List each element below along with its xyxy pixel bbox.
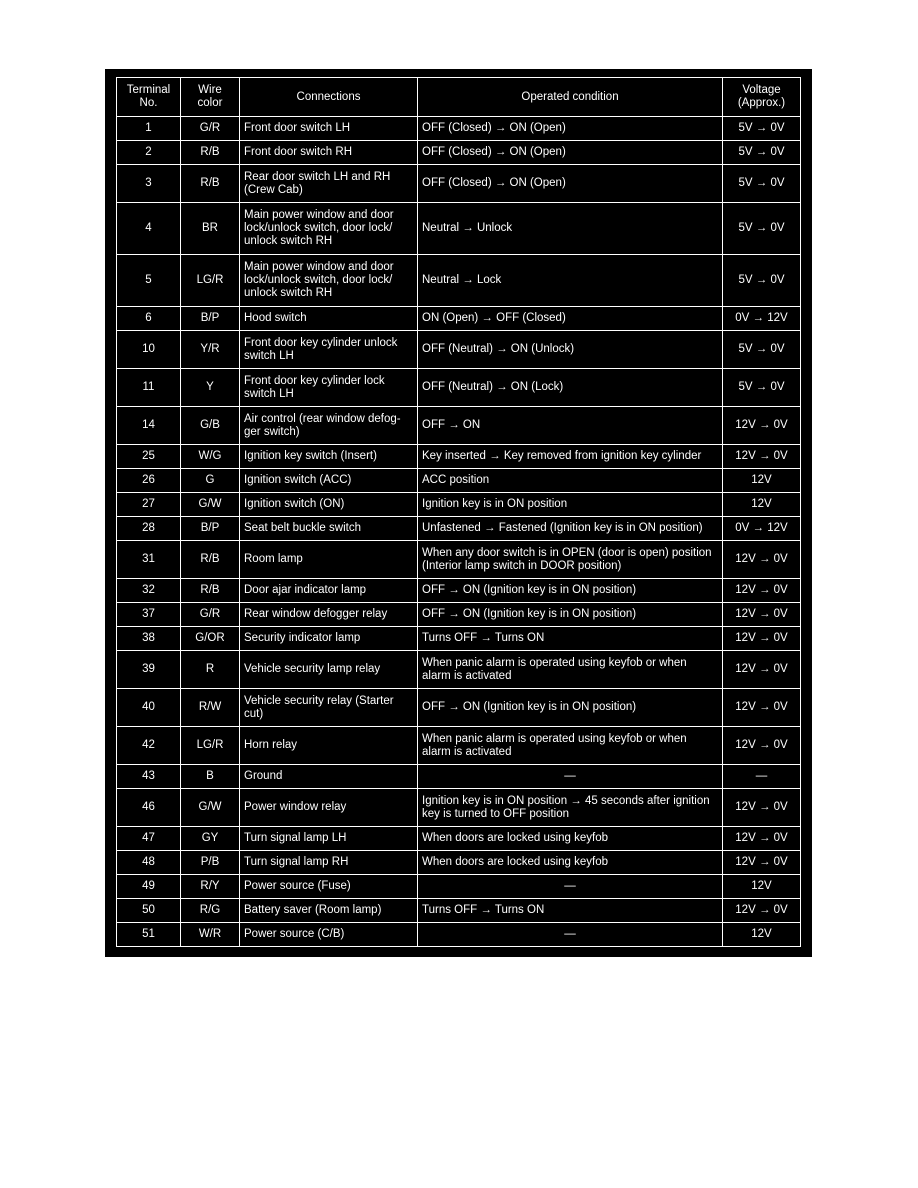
cell-terminal: 38: [117, 627, 181, 651]
cell-condition: OFF (Closed) → ON (Open): [418, 117, 723, 141]
cell-wire-color: G/OR: [181, 627, 240, 651]
cell-voltage: 0V → 12V: [723, 517, 801, 541]
cell-condition: Ignition key is in ON position → 45 seconds after ignition key is turned to OFF position: [418, 789, 723, 827]
cell-voltage: 5V → 0V: [723, 141, 801, 165]
cell-terminal: 31: [117, 541, 181, 579]
cell-wire-color: R/B: [181, 579, 240, 603]
table-row: [117, 827, 801, 851]
table-row: [117, 203, 801, 255]
cell-condition: Turns OFF → Turns ON: [418, 899, 723, 923]
cell-wire-color: R/B: [181, 141, 240, 165]
table-row: [117, 923, 801, 947]
cell-voltage: 12V → 0V: [723, 689, 801, 727]
cell-wire-color: R/W: [181, 689, 240, 727]
cell-wire-color: LG/R: [181, 727, 240, 765]
cell-condition: —: [418, 923, 723, 947]
cell-connections: Power source (Fuse): [240, 875, 418, 899]
header-row: [117, 78, 801, 117]
cell-voltage: 12V → 0V: [723, 407, 801, 445]
table-row: [117, 651, 801, 689]
cell-condition: ON (Open) → OFF (Closed): [418, 307, 723, 331]
cell-connections: Turn signal lamp RH: [240, 851, 418, 875]
header-voltage: [723, 78, 801, 117]
table-row: [117, 117, 801, 141]
cell-wire-color: R: [181, 651, 240, 689]
table-row: [117, 165, 801, 203]
table-row: [117, 469, 801, 493]
table-row: [117, 369, 801, 407]
cell-connections: Power window relay: [240, 789, 418, 827]
cell-condition: Key inserted → Key removed from ignition key cylinder: [418, 445, 723, 469]
cell-connections: Front door switch RH: [240, 141, 418, 165]
cell-terminal: 27: [117, 493, 181, 517]
cell-voltage: —: [723, 765, 801, 789]
cell-condition: Turns OFF → Turns ON: [418, 627, 723, 651]
cell-condition: OFF (Neutral) → ON (Lock): [418, 369, 723, 407]
cell-terminal: 1: [117, 117, 181, 141]
cell-wire-color: P/B: [181, 851, 240, 875]
table-row: [117, 765, 801, 789]
cell-wire-color: GY: [181, 827, 240, 851]
cell-connections: Air control (rear window defog-ger switch): [240, 407, 418, 445]
cell-wire-color: Y/R: [181, 331, 240, 369]
cell-terminal: 46: [117, 789, 181, 827]
cell-connections: Front door switch LH: [240, 117, 418, 141]
table-row: [117, 627, 801, 651]
cell-wire-color: B/P: [181, 517, 240, 541]
cell-condition: When panic alarm is operated using keyfob or when alarm is activated: [418, 727, 723, 765]
cell-connections: Horn relay: [240, 727, 418, 765]
cell-terminal: 47: [117, 827, 181, 851]
cell-connections: Battery saver (Room lamp): [240, 899, 418, 923]
table-row: [117, 141, 801, 165]
cell-connections: Ignition switch (ON): [240, 493, 418, 517]
header-terminal-line1: Terminal: [126, 84, 171, 96]
cell-condition: Neutral → Lock: [418, 255, 723, 307]
cell-voltage: 5V → 0V: [723, 117, 801, 141]
cell-voltage: 12V → 0V: [723, 627, 801, 651]
cell-voltage: 12V → 0V: [723, 789, 801, 827]
cell-condition: ACC position: [418, 469, 723, 493]
cell-connections: Hood switch: [240, 307, 418, 331]
cell-terminal: 14: [117, 407, 181, 445]
cell-connections: Seat belt buckle switch: [240, 517, 418, 541]
cell-voltage: 12V → 0V: [723, 727, 801, 765]
cell-connections: Vehicle security relay (Starter cut): [240, 689, 418, 727]
cell-voltage: 5V → 0V: [723, 369, 801, 407]
cell-voltage: 5V → 0V: [723, 165, 801, 203]
table-row: [117, 899, 801, 923]
cell-voltage: 0V → 12V: [723, 307, 801, 331]
cell-wire-color: W/G: [181, 445, 240, 469]
cell-wire-color: G/R: [181, 117, 240, 141]
cell-terminal: 51: [117, 923, 181, 947]
cell-terminal: 2: [117, 141, 181, 165]
cell-wire-color: R/G: [181, 899, 240, 923]
cell-voltage: 12V: [723, 875, 801, 899]
cell-terminal: 40: [117, 689, 181, 727]
cell-condition: Unfastened → Fastened (Ignition key is in ON position): [418, 517, 723, 541]
cell-voltage: 12V → 0V: [723, 899, 801, 923]
cell-wire-color: R/B: [181, 541, 240, 579]
table-row: [117, 789, 801, 827]
cell-terminal: 28: [117, 517, 181, 541]
cell-condition: OFF (Closed) → ON (Open): [418, 165, 723, 203]
cell-connections: Vehicle security lamp relay: [240, 651, 418, 689]
cell-terminal: 26: [117, 469, 181, 493]
cell-connections: Power source (C/B): [240, 923, 418, 947]
cell-connections: Front door key cylinder unlock switch LH: [240, 331, 418, 369]
cell-wire-color: R/B: [181, 165, 240, 203]
cell-condition: OFF → ON: [418, 407, 723, 445]
cell-condition: When doors are locked using keyfob: [418, 827, 723, 851]
header-terminal-line2: No.: [139, 97, 158, 109]
cell-wire-color: Y: [181, 369, 240, 407]
header-wire-line2: color: [197, 97, 223, 109]
cell-connections: Ground: [240, 765, 418, 789]
cell-condition: When any door switch is in OPEN (door is open) position (Interior lamp switch in DOOR position): [418, 541, 723, 579]
cell-connections: Ignition switch (ACC): [240, 469, 418, 493]
table-row: [117, 579, 801, 603]
cell-wire-color: B: [181, 765, 240, 789]
cell-condition: —: [418, 875, 723, 899]
cell-connections: Main power window and door lock/unlock switch, door lock/ unlock switch RH: [240, 203, 418, 255]
cell-terminal: 6: [117, 307, 181, 331]
cell-condition: —: [418, 765, 723, 789]
cell-wire-color: G/B: [181, 407, 240, 445]
cell-terminal: 48: [117, 851, 181, 875]
cell-voltage: 5V → 0V: [723, 203, 801, 255]
cell-wire-color: BR: [181, 203, 240, 255]
cell-terminal: 37: [117, 603, 181, 627]
cell-voltage: 12V → 0V: [723, 445, 801, 469]
cell-terminal: 4: [117, 203, 181, 255]
cell-terminal: 39: [117, 651, 181, 689]
cell-connections: Turn signal lamp LH: [240, 827, 418, 851]
cell-wire-color: G/W: [181, 493, 240, 517]
cell-condition: When doors are locked using keyfob: [418, 851, 723, 875]
cell-voltage: 12V → 0V: [723, 851, 801, 875]
cell-condition: Ignition key is in ON position: [418, 493, 723, 517]
table-row: [117, 445, 801, 469]
cell-condition: When panic alarm is operated using keyfob or when alarm is activated: [418, 651, 723, 689]
table-row: [117, 541, 801, 579]
table-row: [117, 407, 801, 445]
cell-terminal: 3: [117, 165, 181, 203]
cell-connections: Security indicator lamp: [240, 627, 418, 651]
header-voltage-line2: (Approx.): [737, 97, 786, 109]
cell-condition: OFF (Neutral) → ON (Unlock): [418, 331, 723, 369]
cell-voltage: 12V: [723, 493, 801, 517]
cell-terminal: 32: [117, 579, 181, 603]
table-row: [117, 603, 801, 627]
cell-connections: Front door key cylinder lock switch LH: [240, 369, 418, 407]
cell-wire-color: B/P: [181, 307, 240, 331]
cell-terminal: 5: [117, 255, 181, 307]
cell-condition: OFF → ON (Ignition key is in ON position): [418, 579, 723, 603]
cell-connections: Room lamp: [240, 541, 418, 579]
cell-voltage: 5V → 0V: [723, 331, 801, 369]
cell-wire-color: W/R: [181, 923, 240, 947]
cell-wire-color: R/Y: [181, 875, 240, 899]
table-row: [117, 689, 801, 727]
cell-wire-color: LG/R: [181, 255, 240, 307]
cell-terminal: 50: [117, 899, 181, 923]
cell-connections: Ignition key switch (Insert): [240, 445, 418, 469]
cell-voltage: 12V → 0V: [723, 651, 801, 689]
cell-condition: OFF → ON (Ignition key is in ON position): [418, 689, 723, 727]
table-row: [117, 517, 801, 541]
table-row: [117, 331, 801, 369]
cell-voltage: 12V → 0V: [723, 603, 801, 627]
header-connections: Connections: [240, 78, 418, 117]
table-row: [117, 727, 801, 765]
cell-terminal: 11: [117, 369, 181, 407]
cell-terminal: 10: [117, 331, 181, 369]
cell-terminal: 49: [117, 875, 181, 899]
table-row: [117, 255, 801, 307]
cell-connections: Rear window defogger relay: [240, 603, 418, 627]
cell-wire-color: G/W: [181, 789, 240, 827]
cell-condition: OFF (Closed) → ON (Open): [418, 141, 723, 165]
cell-voltage: 12V: [723, 469, 801, 493]
table-row: [117, 851, 801, 875]
header-voltage-line1: Voltage: [742, 84, 781, 96]
cell-voltage: 12V → 0V: [723, 827, 801, 851]
cell-voltage: 12V → 0V: [723, 579, 801, 603]
table-row: [117, 307, 801, 331]
cell-connections: Door ajar indicator lamp: [240, 579, 418, 603]
header-wire-line1: Wire: [198, 84, 222, 96]
cell-voltage: 5V → 0V: [723, 255, 801, 307]
header-terminal: [117, 78, 181, 117]
table-row: [117, 875, 801, 899]
terminal-table-panel: [105, 69, 812, 957]
cell-connections: Rear door switch LH and RH (Crew Cab): [240, 165, 418, 203]
cell-terminal: 25: [117, 445, 181, 469]
cell-terminal: 42: [117, 727, 181, 765]
cell-wire-color: G/R: [181, 603, 240, 627]
cell-voltage: 12V → 0V: [723, 541, 801, 579]
cell-voltage: 12V: [723, 923, 801, 947]
cell-condition: OFF → ON (Ignition key is in ON position): [418, 603, 723, 627]
terminal-table: [116, 77, 801, 947]
header-wire: [181, 78, 240, 117]
cell-wire-color: G: [181, 469, 240, 493]
cell-connections: Main power window and door lock/unlock switch, door lock/ unlock switch RH: [240, 255, 418, 307]
table-row: [117, 493, 801, 517]
cell-terminal: 43: [117, 765, 181, 789]
cell-condition: Neutral → Unlock: [418, 203, 723, 255]
header-operated-condition: Operated condition: [418, 78, 723, 117]
